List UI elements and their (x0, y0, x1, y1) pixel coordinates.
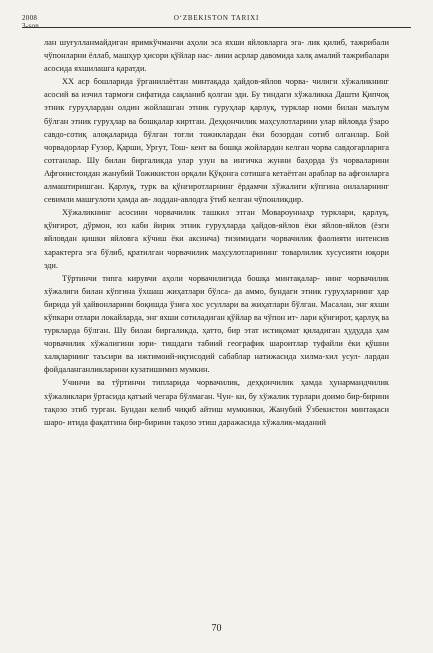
header-rule (22, 27, 411, 28)
header-journal-title: O‘ZBEKISTON TARIXI (173, 14, 260, 22)
paragraph: XX аср бошларида ўрганилаётган минтақада ҳайдов-яйлов чорва- чилиги хўжаликнинг асосий ва изчил тармоғи сифатида сақланиб қолган эди. Бу тиндаги хўжаликка Дашти Қипчоқ этник гуруҳлардан олдин жойлашган этник гуруҳлар қарлуқ, турклар номи билан маълум бўлган этник гуруҳлар ва бошқалар киртган. Деҳқончилик маҳсулотларини улар яйловда ўзаро савдо-сотиқ алоқаларида бўлган тоғли тожиклардан ёки бозордан сотиб олганлар. Бой чорвадорлар Ғузор, Қарши, Ургут, Тош- кент ва бошқа жойлардан келган чорва савдогарларига сотганлар. Шу билан биргаликда улар узун ва ингичка жунни баҳорда ўз чорваларини Афғонистондан жанубий Тожикистон орқали Қўқонга сотишга кетаётган араблар ва афғонларга алмаштиришган. Қарлуқ, турк ва қўнғиротларнинг ёрдамчи хўжалиги кўпгина оилаларнинг севимли машғулоти ҳамда ав- лоддан-авлодга ўтиб келган чўпонликдир. (44, 77, 389, 205)
paragraph: лан шуғулланмайдиган яримкўчманчи аҳоли эса яхши яйловларга эга- лик қилиб, тажрибали чўпонларни ёллаб, машҳур ҳисори қўйлар нас- лини асрлар давомида халқ амалий тажрибалари асосида яхшилашга қаратди. (44, 38, 389, 74)
paragraph: Учинчи ва тўртинчи типларида чорвачилик, деҳқончилик ҳамда ҳунармандчилик хўжаликлари ўртасида қатъий чегара бўлмаган. Чун- ки, бу хўжалик турлари доимо бир-бирини тақозо этиб турган. Бундан келиб чиқиб айтиш мумкинки, Жанубий Ўзбекистон минтақаси шаро- итида фақатгина бир-бирини тақозо этиш даражасида хўжалик-маданий (44, 378, 389, 427)
article-body (44, 36, 389, 429)
paragraph: Тўртинчи типга кирувчи аҳоли чорвачилигида бошқа минтақалар- нинг чорвачилик хўжалиги билан кўпгина ўхшаш жиҳатлари бўлса- да аммо, бундаги этник гуруҳларнинг ҳар бирида уй ҳайвонларини боқишда ўзига хос усуллари ва жиҳатлари бўлган. Масалан, энг яхши кўпкари отлари локайларда, энг яхши сотиладиган қўйлар ва чўпон ит- лари қўнғирот, қарлуқ ва туркларда бўлган. Шу билан биргаликда, ҳатто, бир этат истиқомат қиладиган ҳудудда ҳам чорвачилик хўжалигини юри- тишдаги табиий географик шароитлар туфайли ёки қўшни халқларнинг таъсири ва ижтимоий-иқтисодий сабаблар натижасида хилма-хил усул- лардан фойдаланганликларини кузатишимиз мумкин. (44, 273, 389, 375)
paragraph: Хўжаликнинг асосини чорвачилик ташкил этган Мовароуннаҳр турклари, қарлуқ, қўнғирот, дўрмон, юз каби йирик этник гуруҳларда ҳайдов-яйлов ёки яйлов-яйлов (ёзги яйловдан қишки яйловга кўчиш ёки аксинча) тизимидаги чорвачилик фаолияти интенсив характерга эга бўлиб, қратилган чорвачилик маҳсулотларининг товарлилик хусусияти юқори эди. (44, 208, 389, 270)
page-number: 70 (211, 623, 222, 634)
header-issue: 3-son (22, 22, 40, 30)
header-year: 2008 (22, 14, 38, 22)
